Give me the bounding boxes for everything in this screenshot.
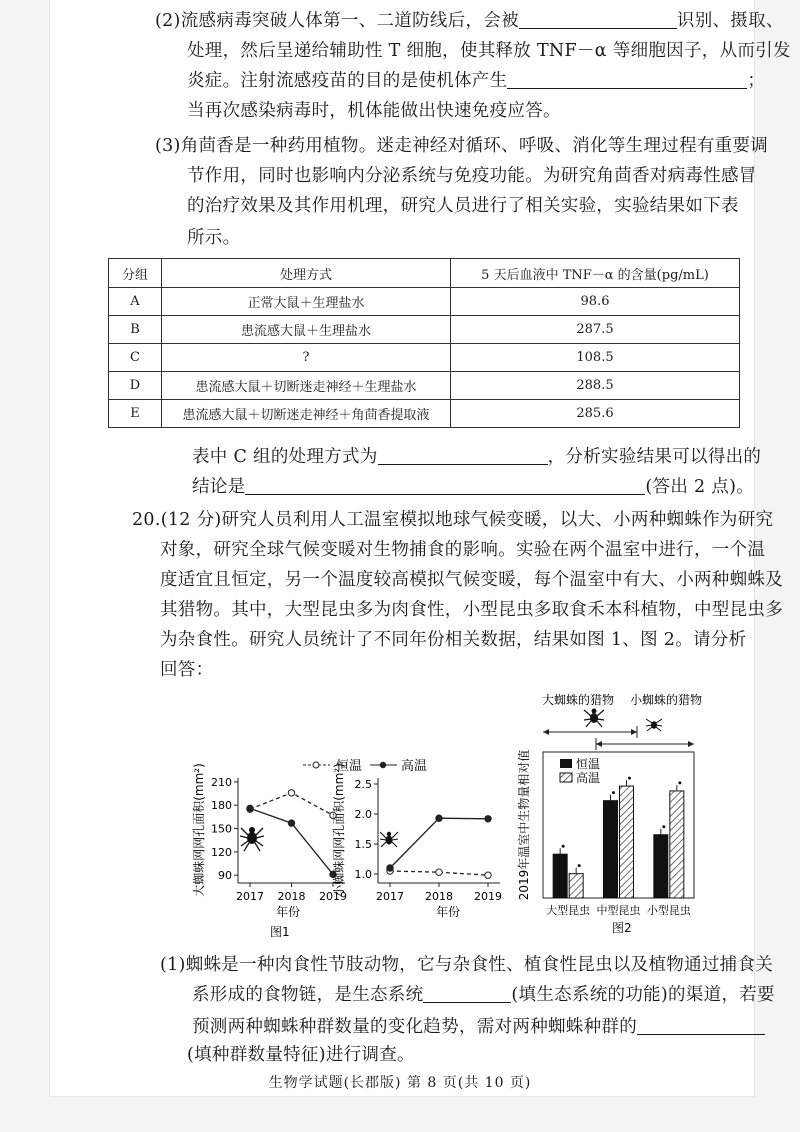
table-header: 分组 bbox=[109, 259, 162, 288]
table-cell: B bbox=[109, 316, 162, 344]
q20-sub1-line2-tail: (填生态系统的功能)的渠道，若要 bbox=[511, 985, 775, 1005]
fig2-caption: 图2 bbox=[612, 921, 632, 935]
chartC-bar-const bbox=[654, 835, 668, 898]
q19-p3-line3: 的治疗效果及其作用机理，研究人员进行了相关实验，实验结果如下表 bbox=[187, 196, 739, 216]
chartA-point-high bbox=[288, 820, 294, 826]
answer-blank-4[interactable] bbox=[245, 474, 645, 495]
chartA-xlabel: 年份 bbox=[275, 905, 301, 919]
chartB-ytick-label: 2.5 bbox=[354, 778, 372, 791]
table-cell: 患流感大鼠＋切断迷走神经＋角茴香提取液 bbox=[162, 400, 451, 428]
chartB-point-high bbox=[387, 865, 393, 871]
table-cell: 285.6 bbox=[451, 400, 740, 428]
chartB-ytick-label: 2.0 bbox=[354, 808, 372, 821]
q20-line3: 度适宜且恒定，另一个温度较高模拟气候变暖，每个温室中有大、小两种蜘蛛及 bbox=[160, 570, 783, 590]
q19-p2-line3 bbox=[187, 68, 765, 94]
prey-small-spider-icon bbox=[646, 719, 662, 731]
q20-sub1-line1: (1)蜘蛛是一种肉食性节肢动物，它与杂食性、植食性昆虫以及植物通过捕食关 bbox=[160, 955, 774, 975]
table-row bbox=[109, 316, 740, 344]
q19-p2-line1-tail: 识别、摄取、 bbox=[676, 11, 784, 31]
table-cell: 98.6 bbox=[451, 288, 740, 316]
q20-sub1-line2-text: 系形成的食物链，是生态系统 bbox=[192, 985, 424, 1005]
chartB-ylabel: 小蜘蛛网网孔面积(mm²) bbox=[332, 763, 346, 897]
chartB-xtick-label: 2019 bbox=[474, 890, 502, 903]
legend-const-swatch bbox=[560, 759, 572, 768]
q19-p3-line4: 所示。 bbox=[187, 228, 241, 248]
chartC-legend-const: 恒温 bbox=[576, 757, 601, 771]
chartB-ytick-label: 1.0 bbox=[354, 868, 372, 881]
answer-blank-5[interactable] bbox=[423, 982, 511, 1003]
chartB-xlabel: 年份 bbox=[435, 905, 461, 919]
chartC-bar-high bbox=[569, 874, 583, 898]
answer-blank-2[interactable] bbox=[507, 68, 747, 89]
prey-small-label: 小蜘蛛的猎物 bbox=[629, 693, 703, 707]
chart-large-spider-mesh bbox=[191, 763, 347, 919]
table-header: 处理方式 bbox=[162, 259, 451, 288]
q20-sub1-line2 bbox=[192, 982, 775, 1008]
page-footer: 生物学试题(长郡版) 第 8 页(共 10 页) bbox=[268, 1075, 532, 1091]
chartA-ytick-label: 90 bbox=[218, 869, 232, 883]
chartA-point-const bbox=[288, 790, 294, 796]
chartA-series-line-high bbox=[250, 808, 333, 874]
table-cell: 患流感大鼠＋切断迷走神经＋生理盐水 bbox=[162, 372, 451, 400]
q20-line6: 回答： bbox=[160, 660, 214, 680]
fig1-caption: 图1 bbox=[270, 925, 290, 939]
chartA-xtick-label: 2019 bbox=[319, 890, 347, 903]
answer-blank-3[interactable] bbox=[378, 444, 548, 465]
chartA-xtick-label: 2018 bbox=[277, 890, 306, 903]
chartC-category-label: 中型昆虫 bbox=[596, 904, 641, 917]
chartB-point-const bbox=[436, 869, 442, 875]
table-cell: C bbox=[109, 344, 162, 372]
chartC-sample-dot bbox=[578, 864, 581, 867]
chartC-sample-dot bbox=[662, 825, 665, 828]
chartB-ytick-label: 1.5 bbox=[354, 838, 372, 851]
chartA-ytick-label: 210 bbox=[211, 775, 232, 789]
q19-p2-line2: 处理，然后呈递给辅助性 T 细胞，使其释放 TNF－α 等细胞因子，从而引发 bbox=[187, 41, 791, 61]
chartC-bar-const bbox=[604, 801, 618, 898]
q20-line4: 其猎物。其中，大型昆虫多为肉食性，小型昆虫多取食禾本科植物，中型昆虫多 bbox=[160, 600, 783, 620]
legend-const-label: 恒温 bbox=[336, 759, 363, 774]
table-cell: 288.5 bbox=[451, 372, 740, 400]
q19-p2-line4: 当再次感染病毒时，机体能做出快速免疫应答。 bbox=[187, 101, 561, 121]
q20-line1: 20.(12 分)研究人员利用人工温室模拟地球气候变暖，以大、小两种蜘蛛作为研究 bbox=[132, 510, 774, 530]
legend-high-swatch bbox=[560, 773, 572, 782]
table-header-row bbox=[109, 259, 740, 288]
legend-high-label: 高温 bbox=[401, 759, 428, 774]
q20-sub1-line4: (填种群数量特征)进行调查。 bbox=[187, 1045, 415, 1065]
prey-large-label: 大蜘蛛的猎物 bbox=[541, 693, 615, 707]
chartB-point-high bbox=[485, 816, 491, 822]
chartC-bar-const bbox=[553, 854, 567, 898]
table-row bbox=[109, 372, 740, 400]
q19-p2-line3-tail: ； bbox=[747, 71, 766, 91]
q19-after-line1-text: 表中 C 组的处理方式为 bbox=[192, 447, 378, 467]
table-cell: E bbox=[109, 400, 162, 428]
chartC-category-label: 小型昆虫 bbox=[646, 904, 691, 917]
q20-sub1-line3 bbox=[192, 1014, 765, 1040]
answer-blank-1[interactable] bbox=[519, 8, 677, 29]
q19-after-line2-tail: (答出 2 点)。 bbox=[645, 477, 755, 497]
q19-p3-line2: 节作用，同时也影响内分泌系统与免疫功能。为研究角茴香对病毒性感冒 bbox=[187, 166, 757, 186]
table-cell: D bbox=[109, 372, 162, 400]
q19-after-line2-text: 结论是 bbox=[192, 477, 246, 497]
q19-after-line1-tail: ，分析实验结果可以得出的 bbox=[547, 447, 762, 467]
figures-area bbox=[0, 680, 800, 940]
answer-blank-6[interactable] bbox=[637, 1014, 765, 1035]
chartC-ylabel: 2019年温室中生物量相对值 bbox=[517, 749, 531, 901]
fig1-legend bbox=[303, 758, 427, 774]
q20-sub1-line3-text: 预测两种蜘蛛种群数量的变化趋势，需对两种蜘蛛种群的 bbox=[192, 1017, 637, 1037]
chartB-xtick-label: 2017 bbox=[376, 890, 404, 903]
q19-p2-line3-text: 炎症。注射流感疫苗的目的是使机体产生 bbox=[187, 71, 508, 91]
q19-after-line1 bbox=[192, 444, 761, 470]
chart-small-spider-mesh bbox=[331, 763, 502, 919]
q20-line2: 对象，研究全球气候变暖对生物捕食的影响。实验在两个温室中进行，一个温 bbox=[160, 540, 766, 560]
chartB-xtick-label: 2018 bbox=[425, 890, 453, 903]
chartA-ytick-label: 120 bbox=[211, 845, 232, 859]
table-row bbox=[109, 400, 740, 428]
chartC-sample-dot bbox=[678, 781, 681, 784]
chartA-ytick-label: 150 bbox=[211, 822, 232, 836]
experiment-table bbox=[108, 258, 740, 428]
chartA-xtick-label: 2017 bbox=[236, 890, 264, 903]
table-cell: 患流感大鼠＋生理盐水 bbox=[162, 316, 451, 344]
table-cell: A bbox=[109, 288, 162, 316]
chartB-point-high bbox=[436, 815, 442, 821]
chartC-sample-dot bbox=[562, 845, 565, 848]
table-row bbox=[109, 288, 740, 316]
table-cell: ? bbox=[162, 344, 451, 372]
chartC-sample-dot bbox=[628, 777, 631, 780]
q19-p2-line1-text: (2)流感病毒突破人体第一、二道防线后，会被 bbox=[155, 11, 519, 31]
large-spider-icon bbox=[240, 827, 264, 851]
q19-after-line2 bbox=[192, 474, 754, 500]
small-spider-icon bbox=[380, 832, 398, 847]
table-row bbox=[109, 344, 740, 372]
chartA-ytick-label: 180 bbox=[211, 799, 232, 813]
chartA-point-high bbox=[247, 805, 253, 811]
chartC-category-label: 大型昆虫 bbox=[546, 904, 591, 917]
table-cell: 108.5 bbox=[451, 344, 740, 372]
chartC-legend-high: 高温 bbox=[576, 771, 601, 785]
chartB-point-const bbox=[485, 872, 491, 878]
table-cell: 正常大鼠＋生理盐水 bbox=[162, 288, 451, 316]
chart-biomass-2019 bbox=[516, 692, 702, 917]
table-header: 5 天后血液中 TNF－α 的含量(pg/mL) bbox=[451, 259, 740, 288]
q19-p2-line1 bbox=[155, 8, 784, 34]
table-cell: 287.5 bbox=[451, 316, 740, 344]
prey-large-spider-icon bbox=[584, 709, 604, 728]
chartC-bar-high bbox=[620, 786, 634, 898]
q19-p3-line1: (3)角茴香是一种药用植物。迷走神经对循环、呼吸、消化等生理过程有重要调 bbox=[155, 136, 769, 156]
chartC-bar-high bbox=[670, 791, 684, 898]
chartB-series-line-high bbox=[390, 818, 488, 868]
chartA-ylabel: 大蜘蛛网网孔面积(mm²) bbox=[192, 763, 206, 897]
q20-line5: 为杂食性。研究人员统计了不同年份相关数据，结果如图 1、图 2。请分析 bbox=[160, 630, 747, 650]
chartC-sample-dot bbox=[612, 791, 615, 794]
